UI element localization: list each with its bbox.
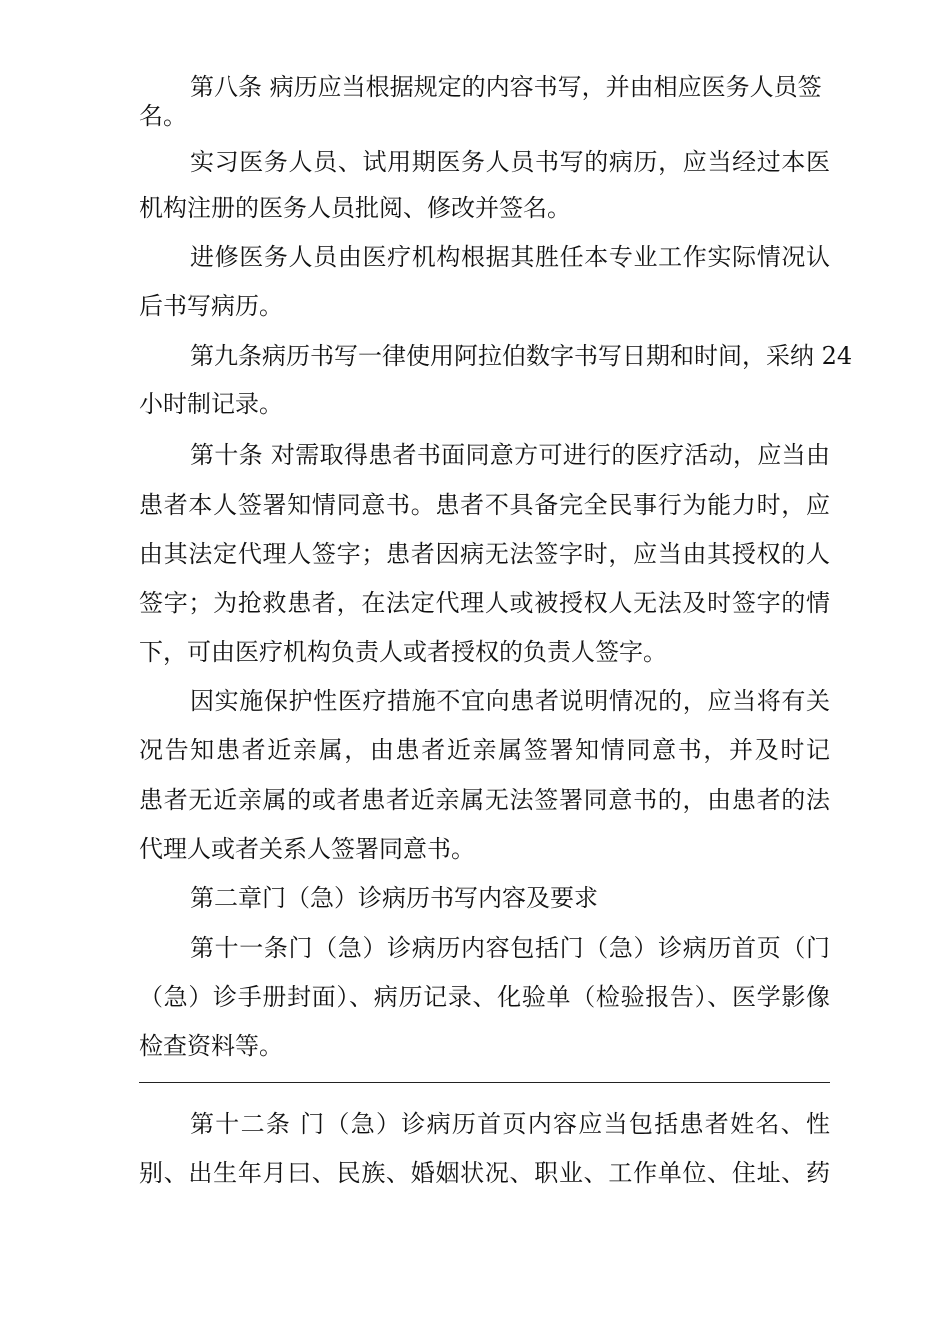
text-line: 第十一条门（急）诊病历内容包括门（急）诊病历首页（门 bbox=[190, 934, 830, 962]
text-line: 小时制记录。 bbox=[139, 390, 283, 418]
horizontal-divider bbox=[139, 1082, 830, 1083]
text-line: 第九条病历书写一律使用阿拉伯数字书写日期和时间，采纳 24 bbox=[190, 342, 853, 370]
text-line: 别、出生年月曰、民族、婚姻状况、职业、工作单位、住址、药 bbox=[139, 1159, 830, 1187]
text-line: （急）诊手册封面）、病历记录、化验单（检验报告）、医学影像 bbox=[139, 983, 830, 1011]
text-line: 患者本人签署知情同意书。患者不具备完全民事行为能力时，应 bbox=[139, 491, 830, 519]
text-line: 下，可由医疗机构负责人或者授权的负责人签字。 bbox=[139, 638, 667, 666]
text-line: 因实施保护性医疗措施不宜向患者说明情况的，应当将有关 bbox=[190, 687, 830, 715]
text-line: 进修医务人员由医疗机构根据其胜任本专业工作实际情况认 bbox=[190, 243, 830, 271]
text-line: 第八条 病历应当根据规定的内容书写，并由相应医务人员签 bbox=[190, 73, 822, 101]
chapter-heading: 第二章门（急）诊病历书写内容及要求 bbox=[190, 884, 598, 912]
text-line: 检查资料等。 bbox=[139, 1032, 283, 1060]
text-line: 实习医务人员、试用期医务人员书写的病历，应当经过本医 bbox=[190, 148, 830, 176]
text-line: 后书写病历。 bbox=[139, 292, 283, 320]
text-line: 患者无近亲属的或者患者近亲属无法签署同意书的，由患者的法 bbox=[139, 786, 830, 814]
text-line: 机构注册的医务人员批阅、修改并签名。 bbox=[139, 194, 571, 222]
text-line: 由其法定代理人签字；患者因病无法签字时，应当由其授权的人 bbox=[139, 540, 830, 568]
text-line: 签字；为抢救患者，在法定代理人或被授权人无法及时签字的情 bbox=[139, 589, 830, 617]
text-line: 名。 bbox=[139, 102, 187, 130]
text-line: 代理人或者关系人签署同意书。 bbox=[139, 835, 475, 863]
text-line: 况告知患者近亲属，由患者近亲属签署知情同意书，并及时记 bbox=[139, 736, 830, 764]
text-line: 第十二条 门（急）诊病历首页内容应当包括患者姓名、性 bbox=[190, 1110, 830, 1138]
text-line: 第十条 对需取得患者书面同意方可进行的医疗活动，应当由 bbox=[190, 441, 830, 469]
